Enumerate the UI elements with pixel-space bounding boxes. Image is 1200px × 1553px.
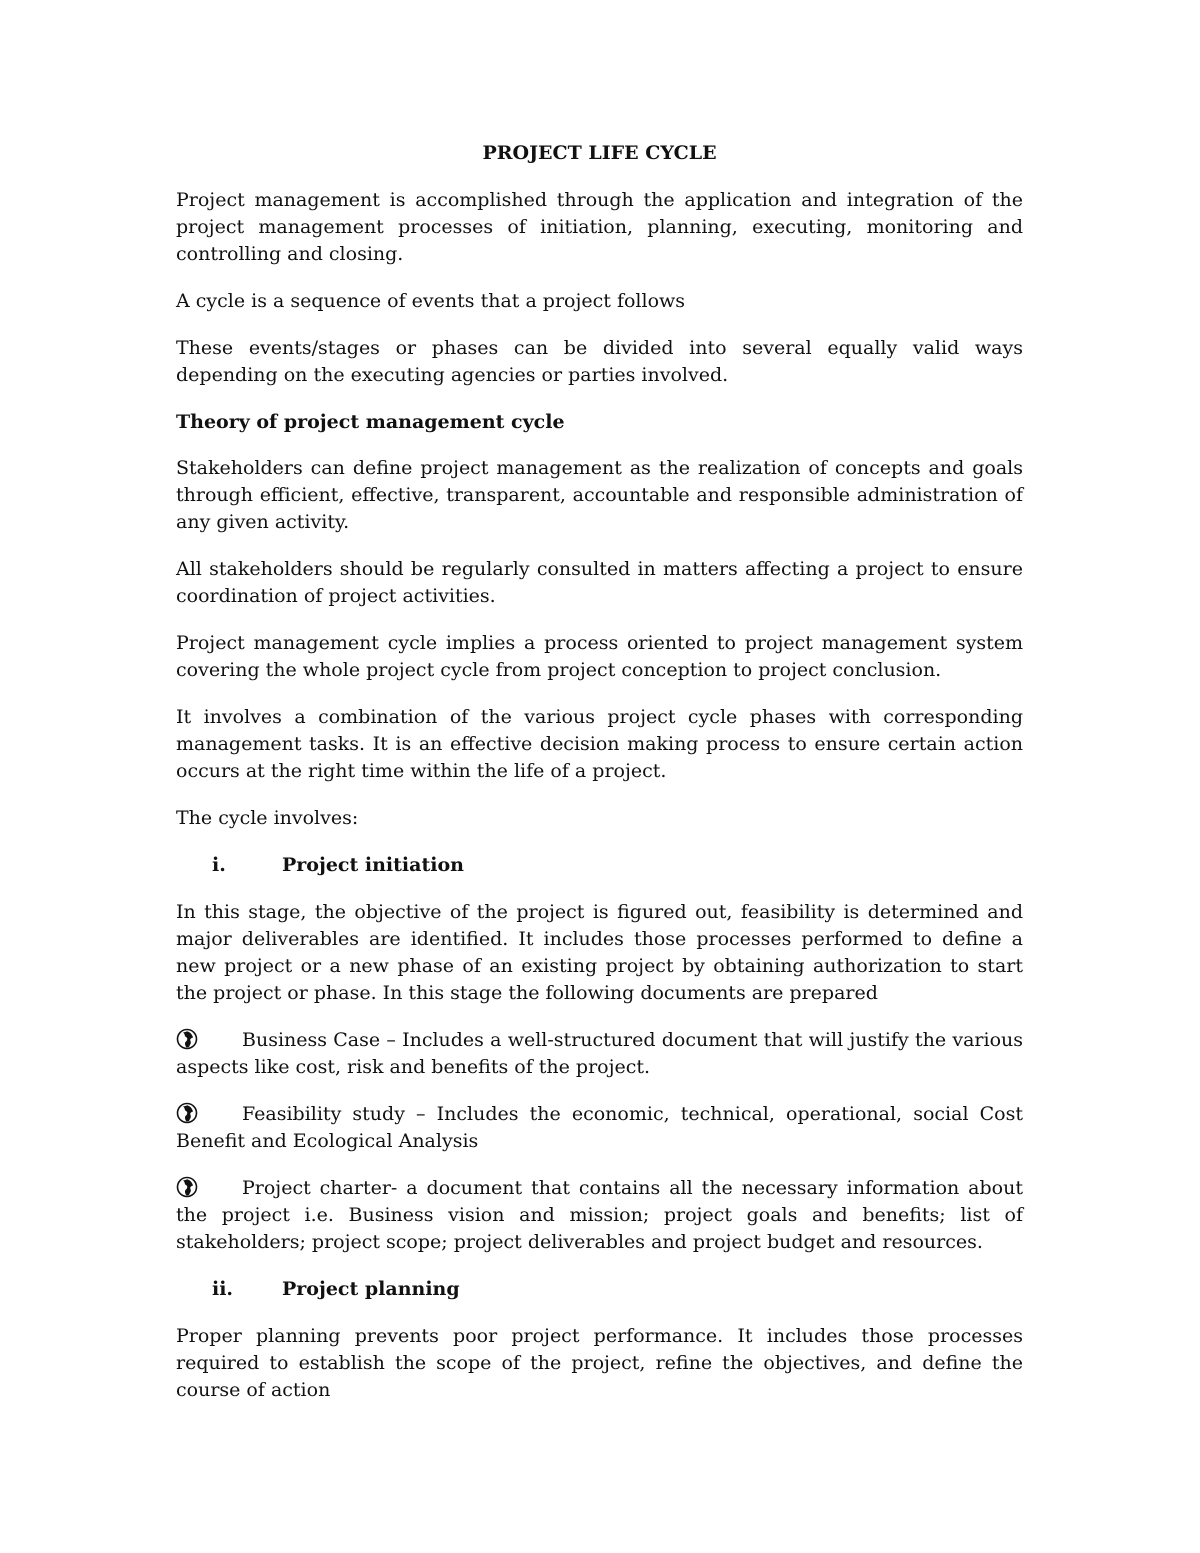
bullet-text: Project charter- a document that contains all the necessary information about the project i.e. Business vision and mission; project goals and benefits; list of stakeholders; project scope; project deliverables and project budget and resources. xyxy=(176,1177,1023,1253)
intro-paragraph: Project management is accomplished through the application and integration of the project management processes of initiation, planning, executing, monitoring and controlling and closing. xyxy=(176,189,1023,265)
theory-paragraph: It involves a combination of the various project cycle phases with corresponding management tasks. It is an effective decision making process to ensure certain action occurs at the right time within the life of a project. xyxy=(176,706,1023,782)
bullet-item xyxy=(176,1027,1023,1081)
section-heading-planning xyxy=(176,1276,1023,1303)
bullet-text: Business Case – Includes a well-structured document that will justify the various aspects like cost, risk and benefits of the project. xyxy=(176,1029,1023,1078)
document-page xyxy=(176,140,1023,1424)
theory-paragraph: All stakeholders should be regularly consulted in matters affecting a project to ensure coordination of project activities. xyxy=(176,558,1023,607)
section-number: ii. xyxy=(212,1278,234,1300)
theory-paragraph: Project management cycle implies a process oriented to project management system covering the whole project cycle from project conception to project conclusion. xyxy=(176,632,1023,681)
section-paragraph: Proper planning prevents poor project performance. It includes those processes required to establish the scope of the project, refine the objectives, and define the course of action xyxy=(176,1325,1023,1401)
globe-icon xyxy=(176,1176,198,1198)
section-heading-initiation xyxy=(176,852,1023,879)
globe-icon xyxy=(176,1028,198,1050)
section-title: Project planning xyxy=(282,1278,460,1300)
bullet-item xyxy=(176,1101,1023,1155)
document-title: PROJECT LIFE CYCLE xyxy=(482,142,717,164)
globe-icon xyxy=(176,1102,198,1124)
theory-paragraph: The cycle involves: xyxy=(176,807,359,829)
intro-paragraph: A cycle is a sequence of events that a project follows xyxy=(176,290,686,312)
theory-paragraph: Stakeholders can define project management as the realization of concepts and goals through efficient, effective, transparent, accountable and responsible administration of any given activity. xyxy=(176,457,1023,533)
theory-heading: Theory of project management cycle xyxy=(176,411,565,433)
section-number: i. xyxy=(212,854,226,876)
section-paragraph: In this stage, the objective of the project is figured out, feasibility is determined and major deliverables are identified. It includes those processes performed to define a new project or a new phase of an existing project by obtaining authorization to start the project or phase. In this stage the following documents are prepared xyxy=(176,901,1023,1004)
section-title: Project initiation xyxy=(282,854,464,876)
intro-paragraph: These events/stages or phases can be divided into several equally valid ways depending on the executing agencies or parties involved. xyxy=(176,337,1023,386)
bullet-text: Feasibility study – Includes the economic, technical, operational, social Cost Benefit and Ecological Analysis xyxy=(176,1103,1023,1152)
bullet-item xyxy=(176,1175,1023,1256)
